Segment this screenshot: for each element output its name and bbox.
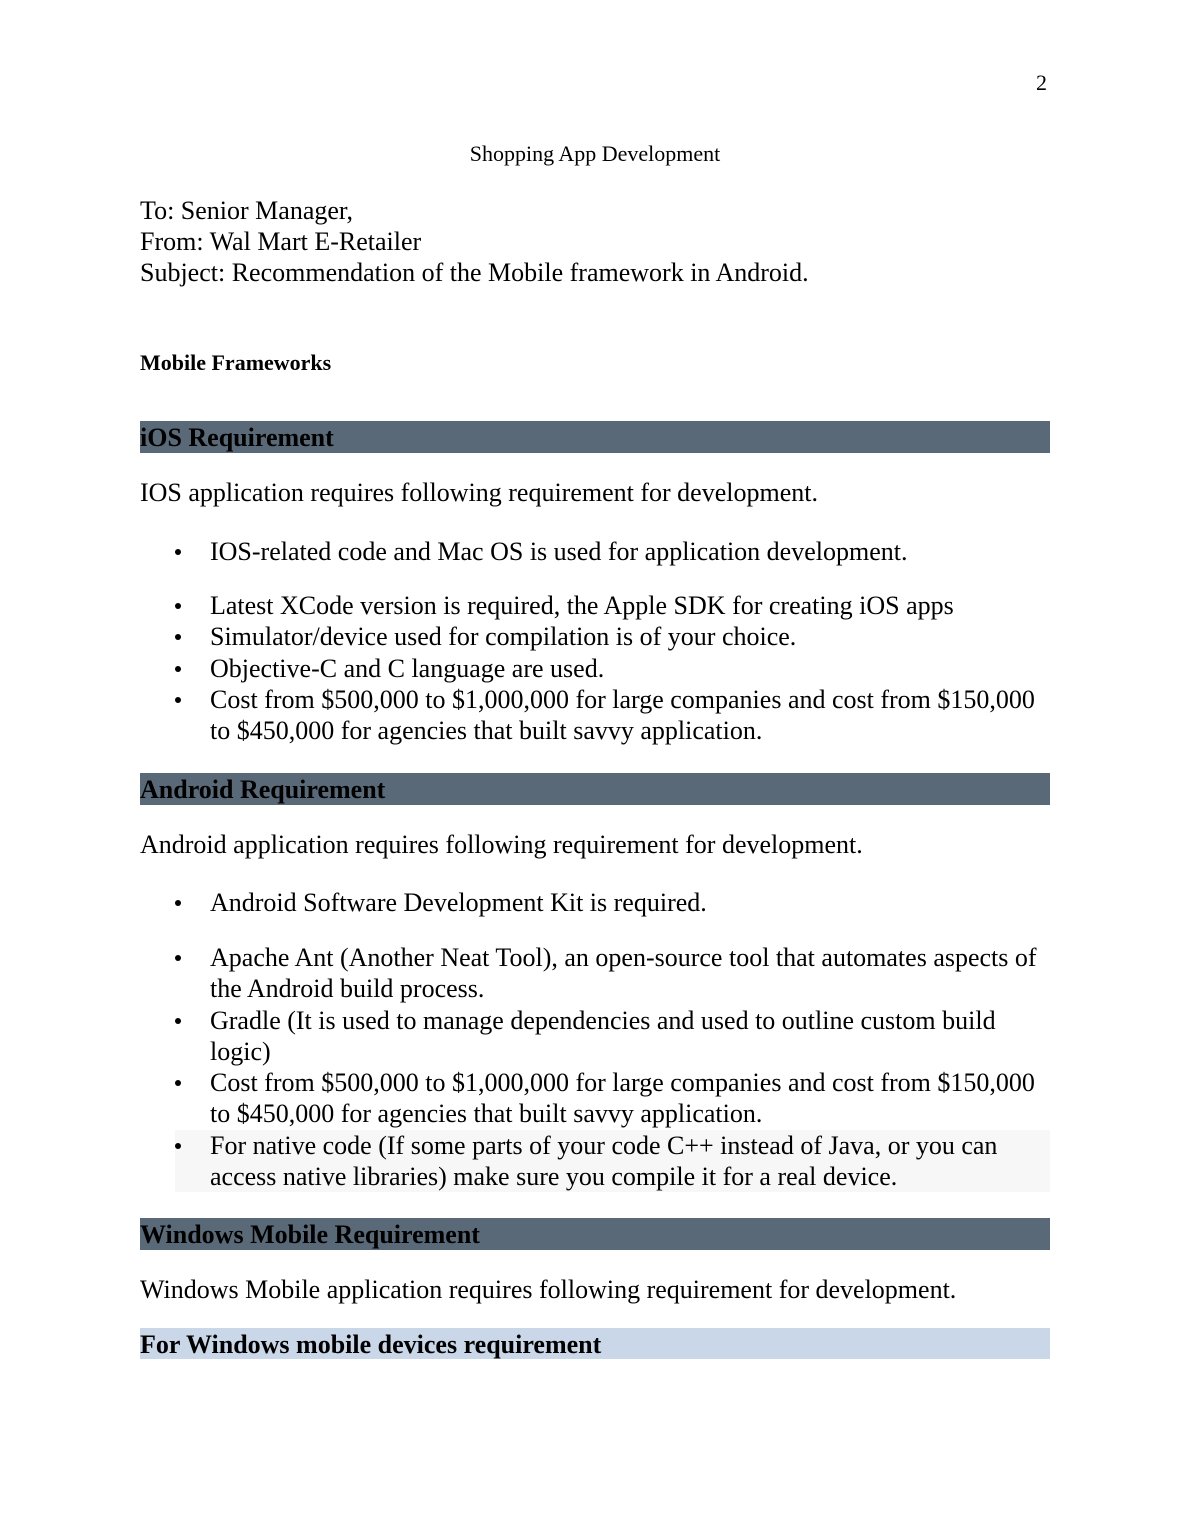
list-item: Cost from $500,000 to $1,000,000 for large companies and cost from $150,000 to $450,000 for agencies that built savvy application. [140,684,1050,747]
ios-intro: IOS application requires following requirement for development. [140,478,818,507]
list-item: IOS-related code and Mac OS is used for application development. [140,536,1050,567]
android-intro: Android application requires following requirement for development. [140,830,863,859]
ios-heading: iOS Requirement [140,421,1050,453]
list-item: Latest XCode version is required, the Apple SDK for creating iOS apps [140,590,1050,621]
android-heading: Android Requirement [140,773,1050,805]
android-list-first [140,887,1050,918]
list-item: Objective-C and C language are used. [140,653,1050,684]
memo-to: To: Senior Manager, [140,196,354,225]
memo-from: From: Wal Mart E-Retailer [140,227,422,256]
list-item: Apache Ant (Another Neat Tool), an open-source tool that automates aspects of the Android build process. [140,942,1050,1005]
windows-heading: Windows Mobile Requirement [140,1218,1050,1250]
list-item: Cost from $500,000 to $1,000,000 for large companies and cost from $150,000 to $450,000 for agencies that built savvy application. [140,1067,1050,1130]
memo-subject: Subject: Recommendation of the Mobile framework in Android. [140,258,809,287]
list-item: Gradle (It is used to manage dependencies and used to outline custom build logic) [140,1005,1050,1068]
page-number: 2 [1036,70,1047,95]
list-item: For native code (If some parts of your code C++ instead of Java, or you can access native libraries) make sure you compile it for a real device. [175,1130,1050,1193]
list-item: Simulator/device used for compilation is of your choice. [140,621,1050,652]
ios-list-first [140,536,1050,567]
ios-list [140,590,1050,746]
memo-header [140,195,809,288]
android-list [140,942,1050,1192]
list-item: Android Software Development Kit is required. [140,887,1050,918]
windows-intro: Windows Mobile application requires following requirement for development. [140,1275,957,1304]
windows-subheading: For Windows mobile devices requirement [140,1328,1050,1359]
section-title: Mobile Frameworks [140,350,332,375]
running-title: Shopping App Development [469,141,721,166]
